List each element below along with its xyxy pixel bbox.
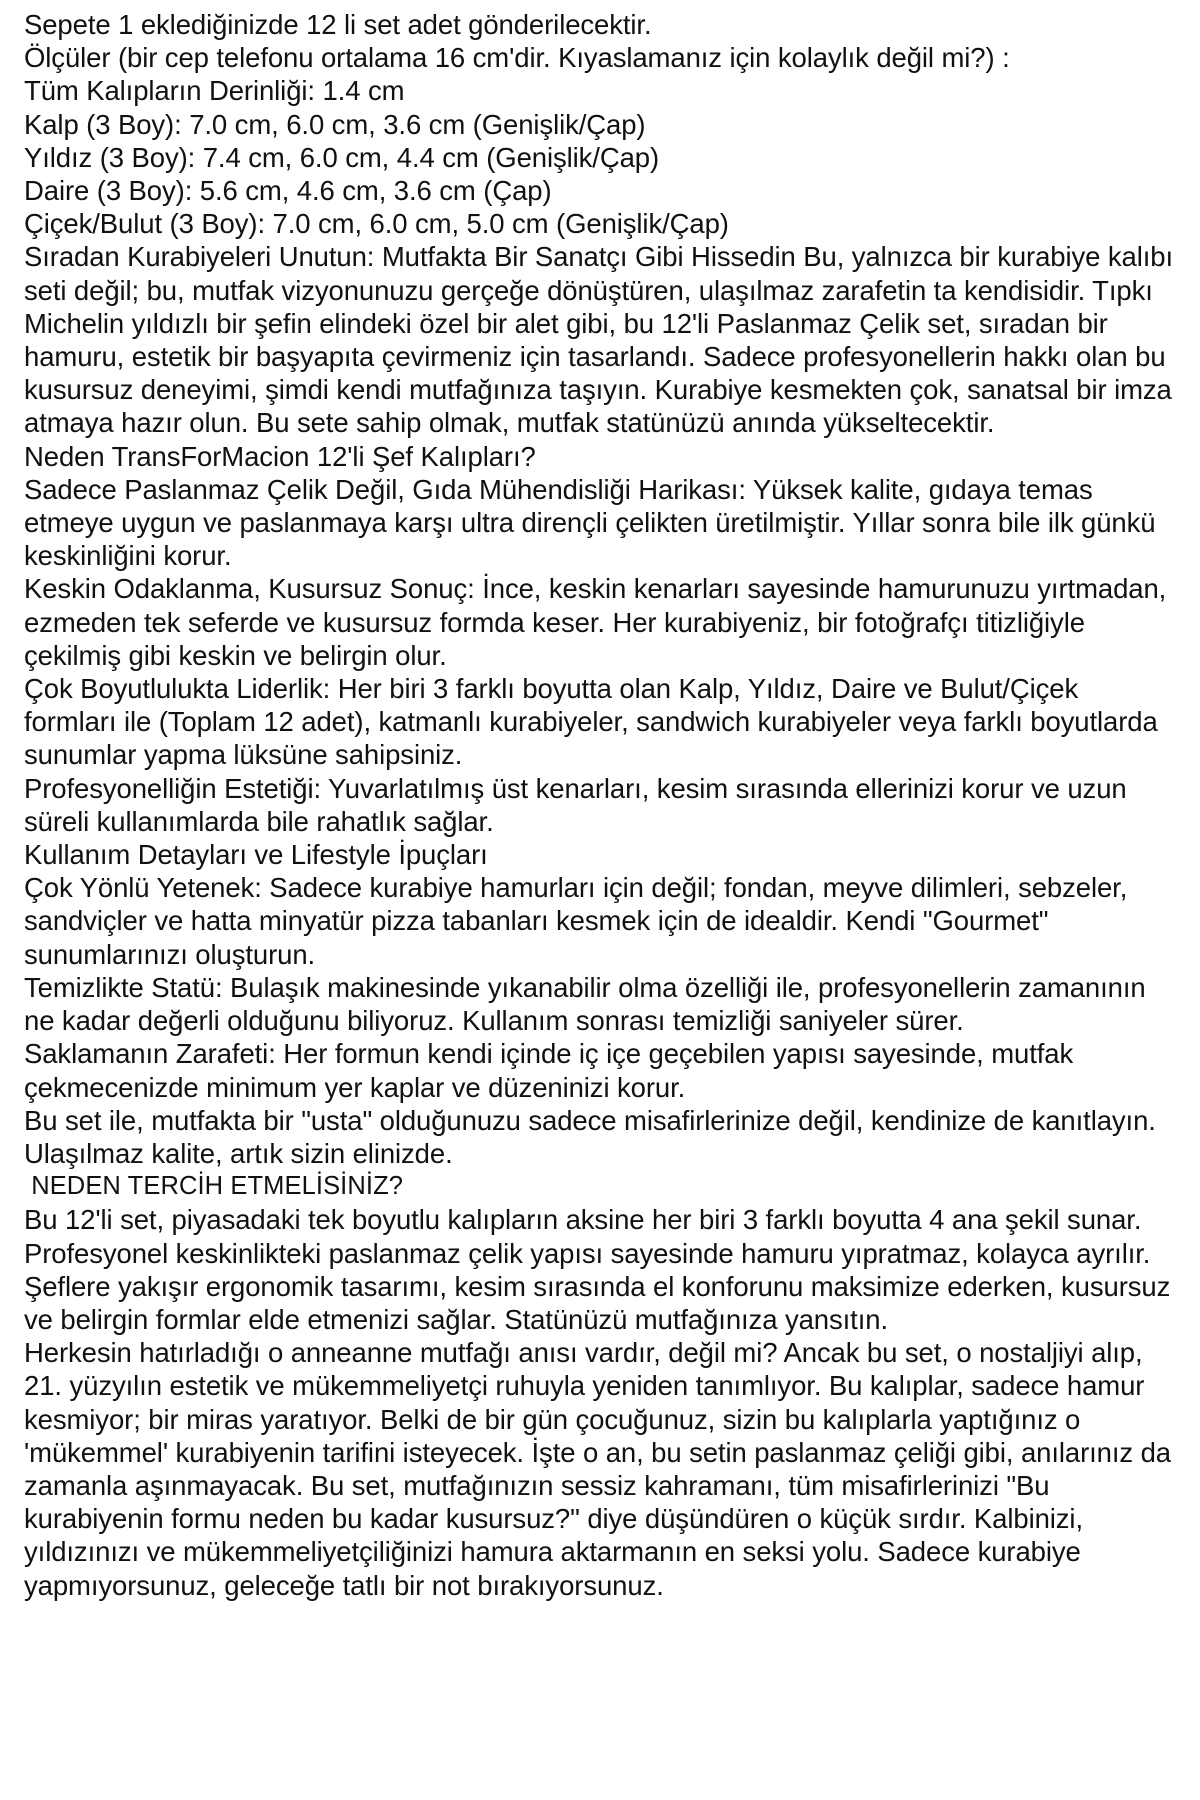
usage-cleaning: Temizlikte Statü: Bulaşık makinesinde yıkanabilir olma özelliği ile, profesyonellerin zamanının ne kadar değerli olduğunu biliyoruz. Kullanım sonrası temizliği saniyeler sürer. [24, 971, 1154, 1037]
why-transformacion-heading: Neden TransForMacion 12'li Şef Kalıpları? [24, 440, 536, 472]
usage-heading: Kullanım Detayları ve Lifestyle İpuçları [24, 839, 488, 871]
spec-circle: Daire (3 Boy): 5.6 cm, 4.6 cm, 3.6 cm (Çap) [24, 175, 552, 207]
spec-depth: Tüm Kalıpların Derinliği: 1.4 cm [24, 75, 405, 107]
usage-versatility: Çok Yönlü Yetenek: Sadece kurabiye hamurları için değil; fondan, meyve dilimleri, sebzeler, sandviçler ve hatta minyatür pizza tabanları kesmek için de idealdir. Kendi "Gourmet" sunumlarınızı oluşturun. [24, 872, 1135, 970]
spec-heart: Kalp (3 Boy): 7.0 cm, 6.0 cm, 3.6 cm (Genişlik/Çap) [24, 108, 646, 140]
marketing-intro: Sıradan Kurabiyeleri Unutun: Mutfakta Bir Sanatçı Gibi Hissedin Bu, yalnızca bir kurabiye kalıbı seti değil; bu, mutfak vizyonunuzu gerçeğe dönüştüren, ulaşılmaz zarafetin ta kendisidir. Tıpkı Michelin yıldızlı bir şefin elindeki özel bir alet gibi, bu 12'li Paslanmaz Çelik set, sıradan bir hamuru, estetik bir başyapıta çevirmeniz için tasarlandı. Sadece profesyonellerin hakkı olan bu kusursuz deneyimi, şimdi kendi mutfağınıza taşıyın. Kurabiye kesmekten çok, sanatsal bir imza atmaya hazır olun. Bu sete sahip olmak, mutfak statünüzü anında yükseltecektir. [24, 241, 1181, 439]
story-closing: Herkesin hatırladığı o anneanne mutfağı anısı vardır, değil mi? Ancak bu set, o nostaljiyi alıp, 21. yüzyılın estetik ve mükemmeliyetçi ruhuyla yeniden tanımlıyor. Bu kalıplar, sadece hamur kesmiyor; bir miras yaratıyor. Belki de bir gün çocuğunuz, sizin bu kalıplarla yaptığınız o 'mükemmel' kurabiyenin tarifini isteyecek. İşte o an, bu setin paslanmaz çeliği gibi, anılarınız da zamanla aşınmayacak. Bu set, mutfağınızın sessiz kahramanı, tüm misafirlerinizi "Bu kurabiyenin formu neden bu kadar kusursuz?" diye düşündüren o küçük sırdır. Kalbinizi, yıldızınızı ve mükemmeliyetçiliğinizi hamura aktarmanın en seksi yolu. Sadece kurabiye yapmıyorsunuz, geleceğe tatlı bir not bırakıyorsunuz. [24, 1337, 1179, 1601]
usage-closing: Bu set ile, mutfakta bir "usta" olduğunuzu sadece misafirlerinize değil, kendinize de kanıtlayın. Ulaşılmaz kalite, artık sizin elinizde. [24, 1104, 1164, 1169]
feature-aesthetics: Profesyonelliğin Estetiği: Yuvarlatılmış üst kenarları, kesim sırasında ellerinizi korur ve uzun süreli kullanımlarda bile rahatlık sağlar. [24, 772, 1135, 837]
dimensions-intro: Ölçüler (bir cep telefonu ortalama 16 cm'dir. Kıyaslamanız için kolaylık değil mi?) : [24, 42, 1010, 74]
spec-flower-cloud: Çiçek/Bulut (3 Boy): 7.0 cm, 6.0 cm, 5.0 cm (Genişlik/Çap) [24, 208, 729, 240]
feature-sharpness: Keskin Odaklanma, Kusursuz Sonuç: İnce, keskin kenarları sayesinde hamurunuzu yırtmadan, ezmeden tek seferde ve kusursuz formda keser. Her kurabiyeniz, bir fotoğrafçı titizliğiyle çekilmiş gibi keskin ve belirgin olur. [24, 573, 1174, 671]
feature-multisize: Çok Boyutlulukta Liderlik: Her biri 3 farklı boyutta olan Kalp, Yıldız, Daire ve Bulut/Çiçek formları ile (Toplam 12 adet), katmanlı kurabiyeler, sandwich kurabiyeler veya farklı boyutlarda sunumlar yapma lüksüne sahipsiniz. [24, 673, 1166, 771]
feature-steel: Sadece Paslanmaz Çelik Değil, Gıda Mühendisliği Harikası: Yüksek kalite, gıdaya temas etmeye uygun ve paslanmaya karşı ultra dirençli çelikten üretilmiştir. Yıllar sonra bile ilk günkü keskinliğini korur. [24, 473, 1164, 572]
why-choose-body: Bu 12'li set, piyasadaki tek boyutlu kalıpların aksine her biri 3 farklı boyutta 4 ana şekil sunar. Profesyonel keskinlikteki paslanmaz çelik yapısı sayesinde hamuru yıpratmaz, kolayca ayrılır. Şeflere yakışır ergonomik tasarımı, kesim sırasında el konforunu maksimize ederken, kusursuz ve belirgin formlar elde etmenizi sağlar. Statünüzü mutfağınıza yansıtın. [24, 1204, 1178, 1335]
basket-note: Sepete 1 eklediğinizde 12 li set adet gönderilecektir. [24, 9, 652, 40]
usage-storage: Saklamanın Zarafeti: Her formun kendi içinde iç içe geçebilen yapısı sayesinde, mutfak çekmecenizde minimum yer kaplar ve düzeninizi korur. [24, 1038, 1081, 1103]
spec-star: Yıldız (3 Boy): 7.4 cm, 6.0 cm, 4.4 cm (Genişlik/Çap) [24, 141, 660, 173]
why-choose-heading: NEDEN TERCİH ETMELİSİNİZ? [24, 1172, 404, 1201]
